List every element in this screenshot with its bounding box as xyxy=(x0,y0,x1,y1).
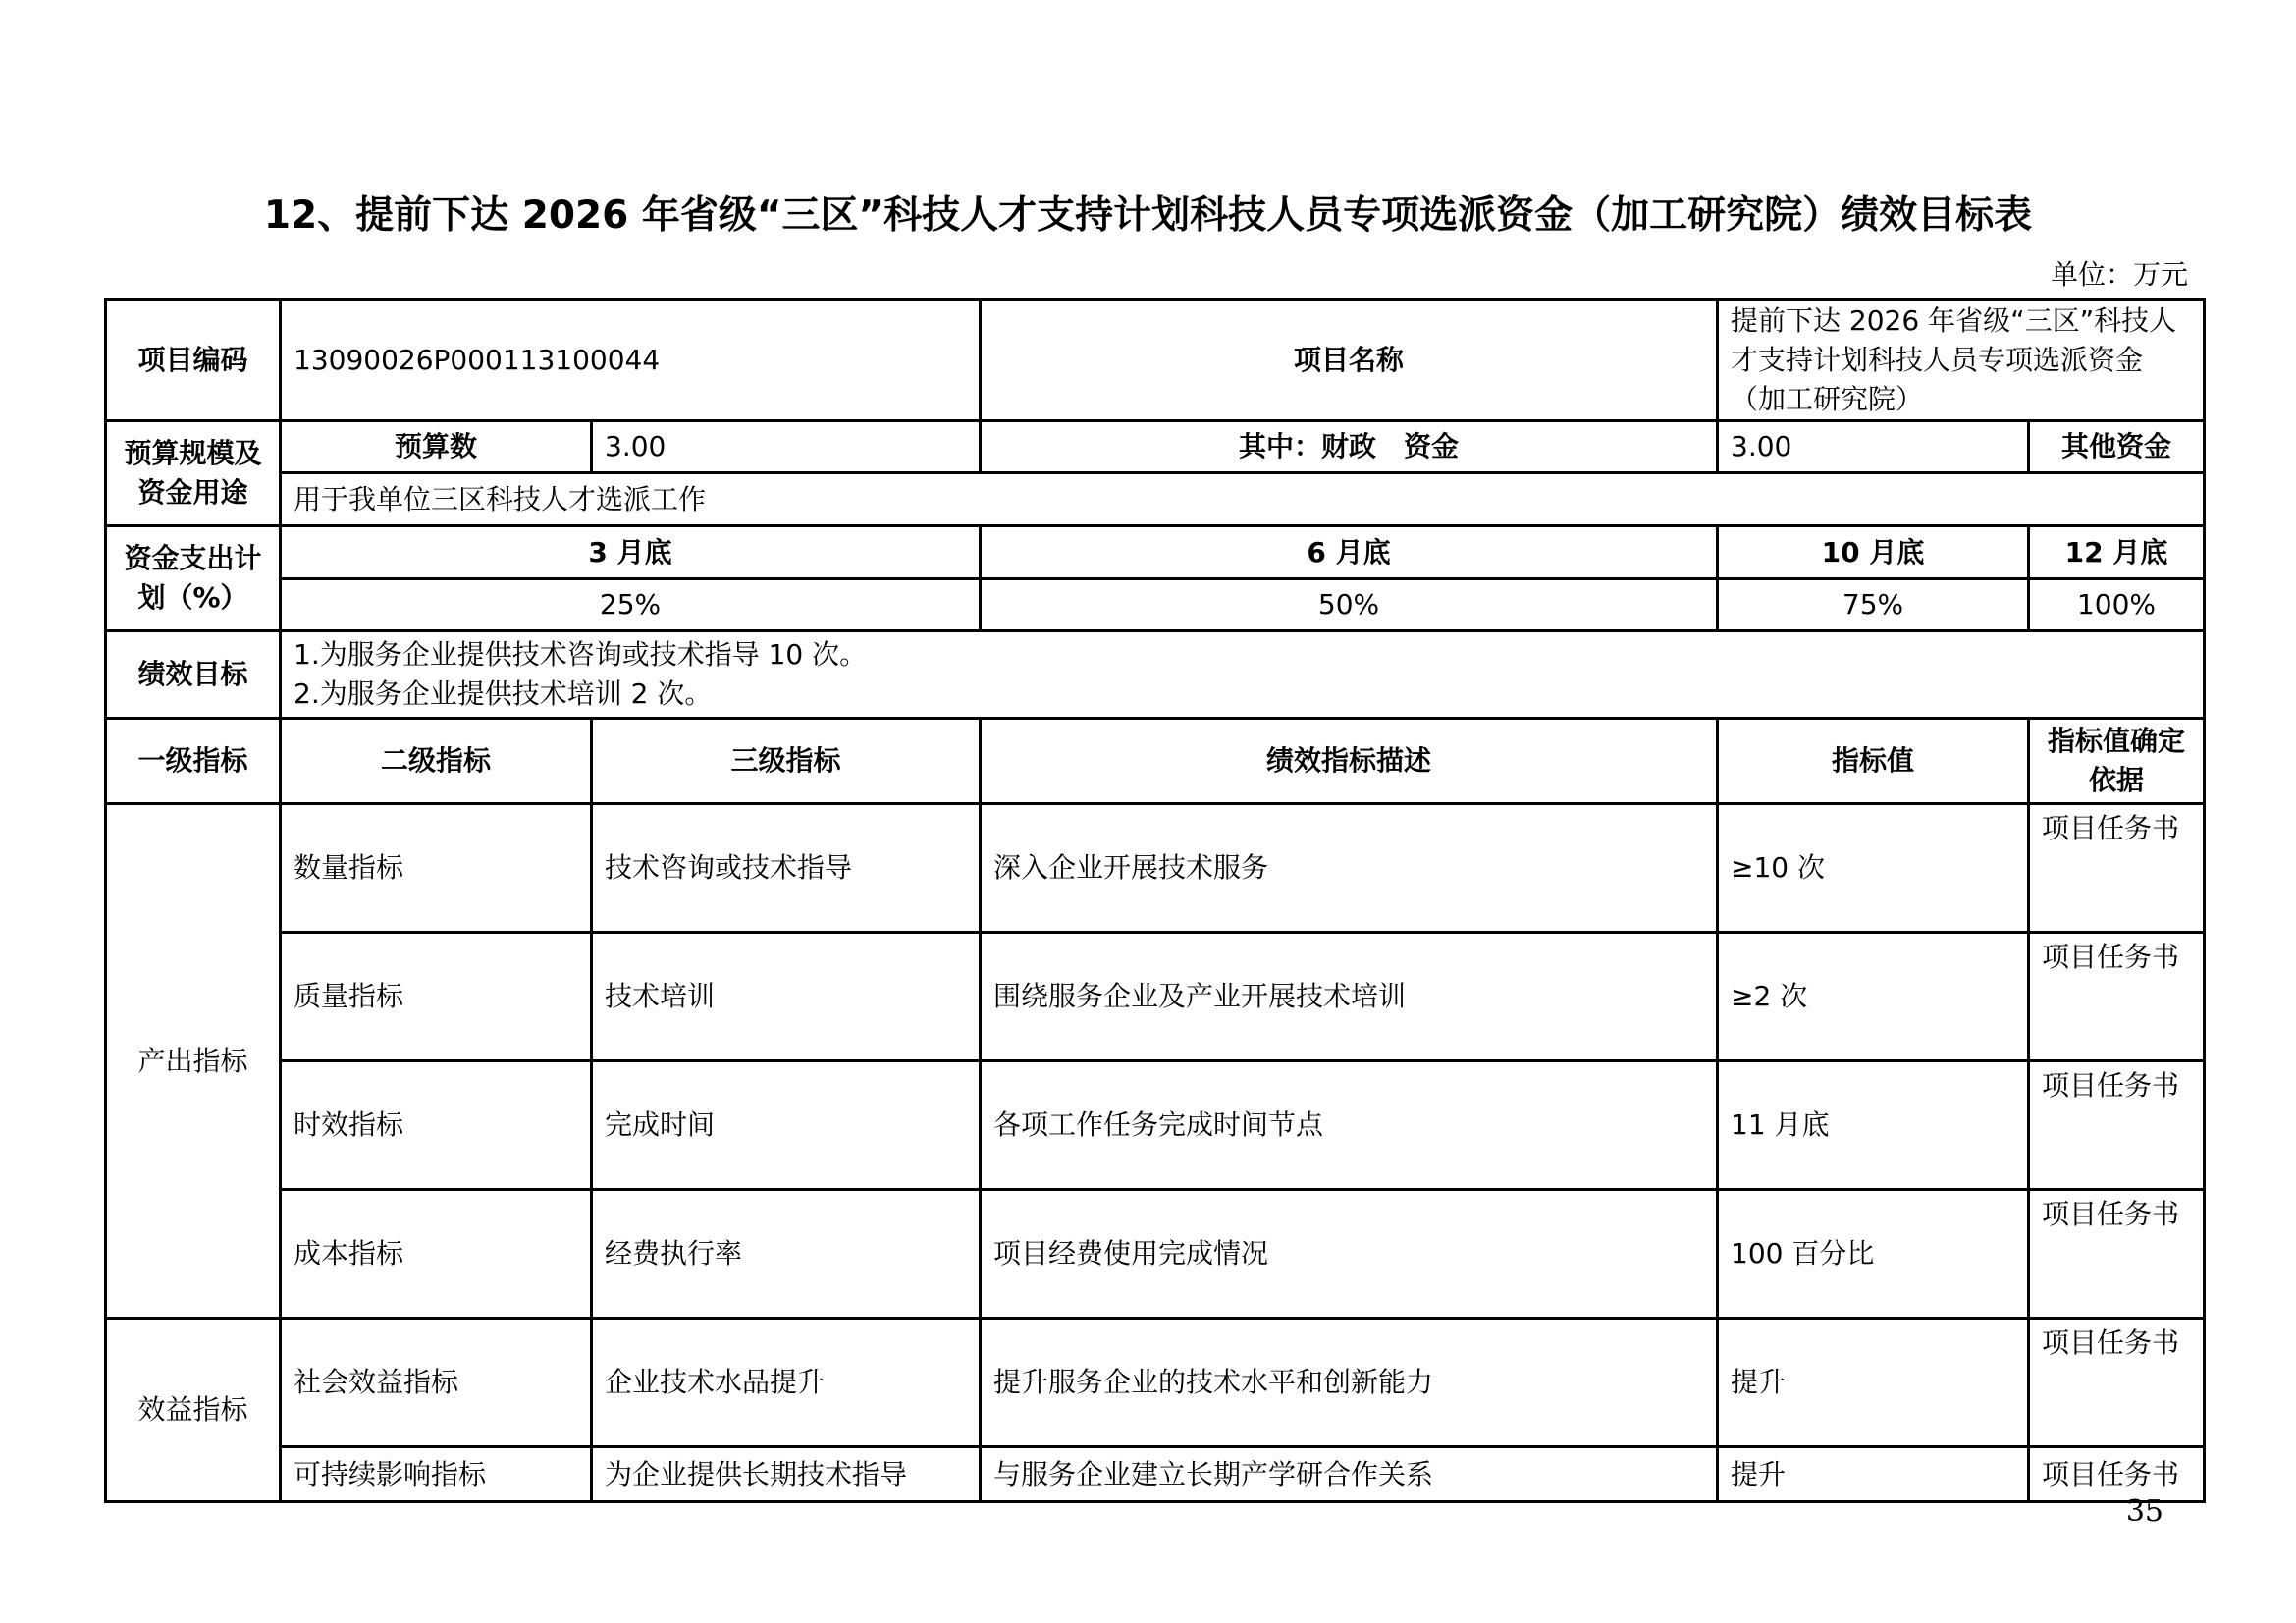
plan-value: 75% xyxy=(1718,579,2029,631)
header-value: 指标值 xyxy=(1718,719,2029,804)
level2-cell: 成本指标 xyxy=(281,1190,592,1319)
plan-label: 资金支出计划（%） xyxy=(106,526,281,631)
header-desc: 绩效指标描述 xyxy=(981,719,1718,804)
goal-line: 1.为服务企业提供技术咨询或技术指导 10 次。 xyxy=(294,638,868,671)
level2-cell: 时效指标 xyxy=(281,1061,592,1190)
plan-value: 50% xyxy=(981,579,1718,631)
basis-cell: 项目任务书 xyxy=(2029,933,2205,1061)
value-cell: ≥2 次 xyxy=(1718,933,2029,1061)
goal-text xyxy=(281,631,2205,719)
desc-cell: 与服务企业建立长期产学研合作关系 xyxy=(981,1447,1718,1502)
goal-row xyxy=(106,631,2205,719)
budget-other-label: 其他资金 xyxy=(2029,421,2205,473)
desc-cell: 深入企业开展技术服务 xyxy=(981,804,1718,933)
budget-fiscal-label: 其中：财政 资金 xyxy=(981,421,1718,473)
project-row xyxy=(106,300,2205,421)
table-row xyxy=(106,804,2205,933)
basis-cell: 项目任务书 xyxy=(2029,804,2205,933)
plan-header: 12 月底 xyxy=(2029,526,2205,579)
value-cell: 提升 xyxy=(1718,1447,2029,1502)
header-level2: 二级指标 xyxy=(281,719,592,804)
budget-row xyxy=(106,421,2205,473)
performance-table xyxy=(104,298,2206,1503)
page-number: 35 xyxy=(2125,1494,2163,1529)
header-level1: 一级指标 xyxy=(106,719,281,804)
budget-fiscal-value: 3.00 xyxy=(1718,421,2029,473)
project-name-value: 提前下达 2026 年省级“三区”科技人才支持计划科技人员专项选派资金（加工研究院） xyxy=(1718,300,2205,421)
value-cell: 100 百分比 xyxy=(1718,1190,2029,1319)
indicator-header-row xyxy=(106,719,2205,804)
value-cell: ≥10 次 xyxy=(1718,804,2029,933)
plan-header: 6 月底 xyxy=(981,526,1718,579)
desc-cell: 围绕服务企业及产业开展技术培训 xyxy=(981,933,1718,1061)
budget-amount-value: 3.00 xyxy=(592,421,981,473)
budget-usage-row xyxy=(106,473,2205,526)
table-row xyxy=(106,1190,2205,1319)
desc-cell: 项目经费使用完成情况 xyxy=(981,1190,1718,1319)
basis-cell: 项目任务书 xyxy=(2029,1190,2205,1319)
level2-cell: 社会效益指标 xyxy=(281,1319,592,1447)
value-cell: 11 月底 xyxy=(1718,1061,2029,1190)
table-row xyxy=(106,1447,2205,1502)
table-row xyxy=(106,1319,2205,1447)
table-row xyxy=(106,1061,2205,1190)
header-basis: 指标值确定依据 xyxy=(2029,719,2205,804)
plan-header: 10 月底 xyxy=(1718,526,2029,579)
level3-cell: 技术培训 xyxy=(592,933,981,1061)
plan-header-row xyxy=(106,526,2205,579)
budget-usage: 用于我单位三区科技人才选派工作 xyxy=(281,473,2205,526)
plan-value: 25% xyxy=(281,579,981,631)
value-cell: 提升 xyxy=(1718,1319,2029,1447)
desc-cell: 各项工作任务完成时间节点 xyxy=(981,1061,1718,1190)
basis-cell: 项目任务书 xyxy=(2029,1319,2205,1447)
unit-label: 单位：万元 xyxy=(2050,258,2188,291)
project-code-value: 13090026P000113100044 xyxy=(281,300,981,421)
basis-cell: 项目任务书 xyxy=(2029,1447,2205,1502)
header-level3: 三级指标 xyxy=(592,719,981,804)
budget-label: 预算规模及资金用途 xyxy=(106,421,281,526)
table-row xyxy=(106,933,2205,1061)
page-title: 12、提前下达 2026 年省级“三区”科技人才支持计划科技人员专项选派资金（加工研究院）绩效目标表 xyxy=(263,193,2033,238)
desc-cell: 提升服务企业的技术水平和创新能力 xyxy=(981,1319,1718,1447)
level3-cell: 经费执行率 xyxy=(592,1190,981,1319)
plan-header: 3 月底 xyxy=(281,526,981,579)
level2-cell: 可持续影响指标 xyxy=(281,1447,592,1502)
level1-output: 产出指标 xyxy=(106,804,281,1319)
basis-cell: 项目任务书 xyxy=(2029,1061,2205,1190)
level3-cell: 为企业提供长期技术指导 xyxy=(592,1447,981,1502)
level1-benefit: 效益指标 xyxy=(106,1319,281,1502)
goal-label: 绩效目标 xyxy=(106,631,281,719)
plan-value-row xyxy=(106,579,2205,631)
plan-value: 100% xyxy=(2029,579,2205,631)
level3-cell: 完成时间 xyxy=(592,1061,981,1190)
level3-cell: 企业技术水品提升 xyxy=(592,1319,981,1447)
project-name-label: 项目名称 xyxy=(981,300,1718,421)
goal-line: 2.为服务企业提供技术培训 2 次。 xyxy=(294,677,713,710)
level2-cell: 数量指标 xyxy=(281,804,592,933)
level3-cell: 技术咨询或技术指导 xyxy=(592,804,981,933)
budget-amount-label: 预算数 xyxy=(281,421,592,473)
project-code-label: 项目编码 xyxy=(106,300,281,421)
level2-cell: 质量指标 xyxy=(281,933,592,1061)
